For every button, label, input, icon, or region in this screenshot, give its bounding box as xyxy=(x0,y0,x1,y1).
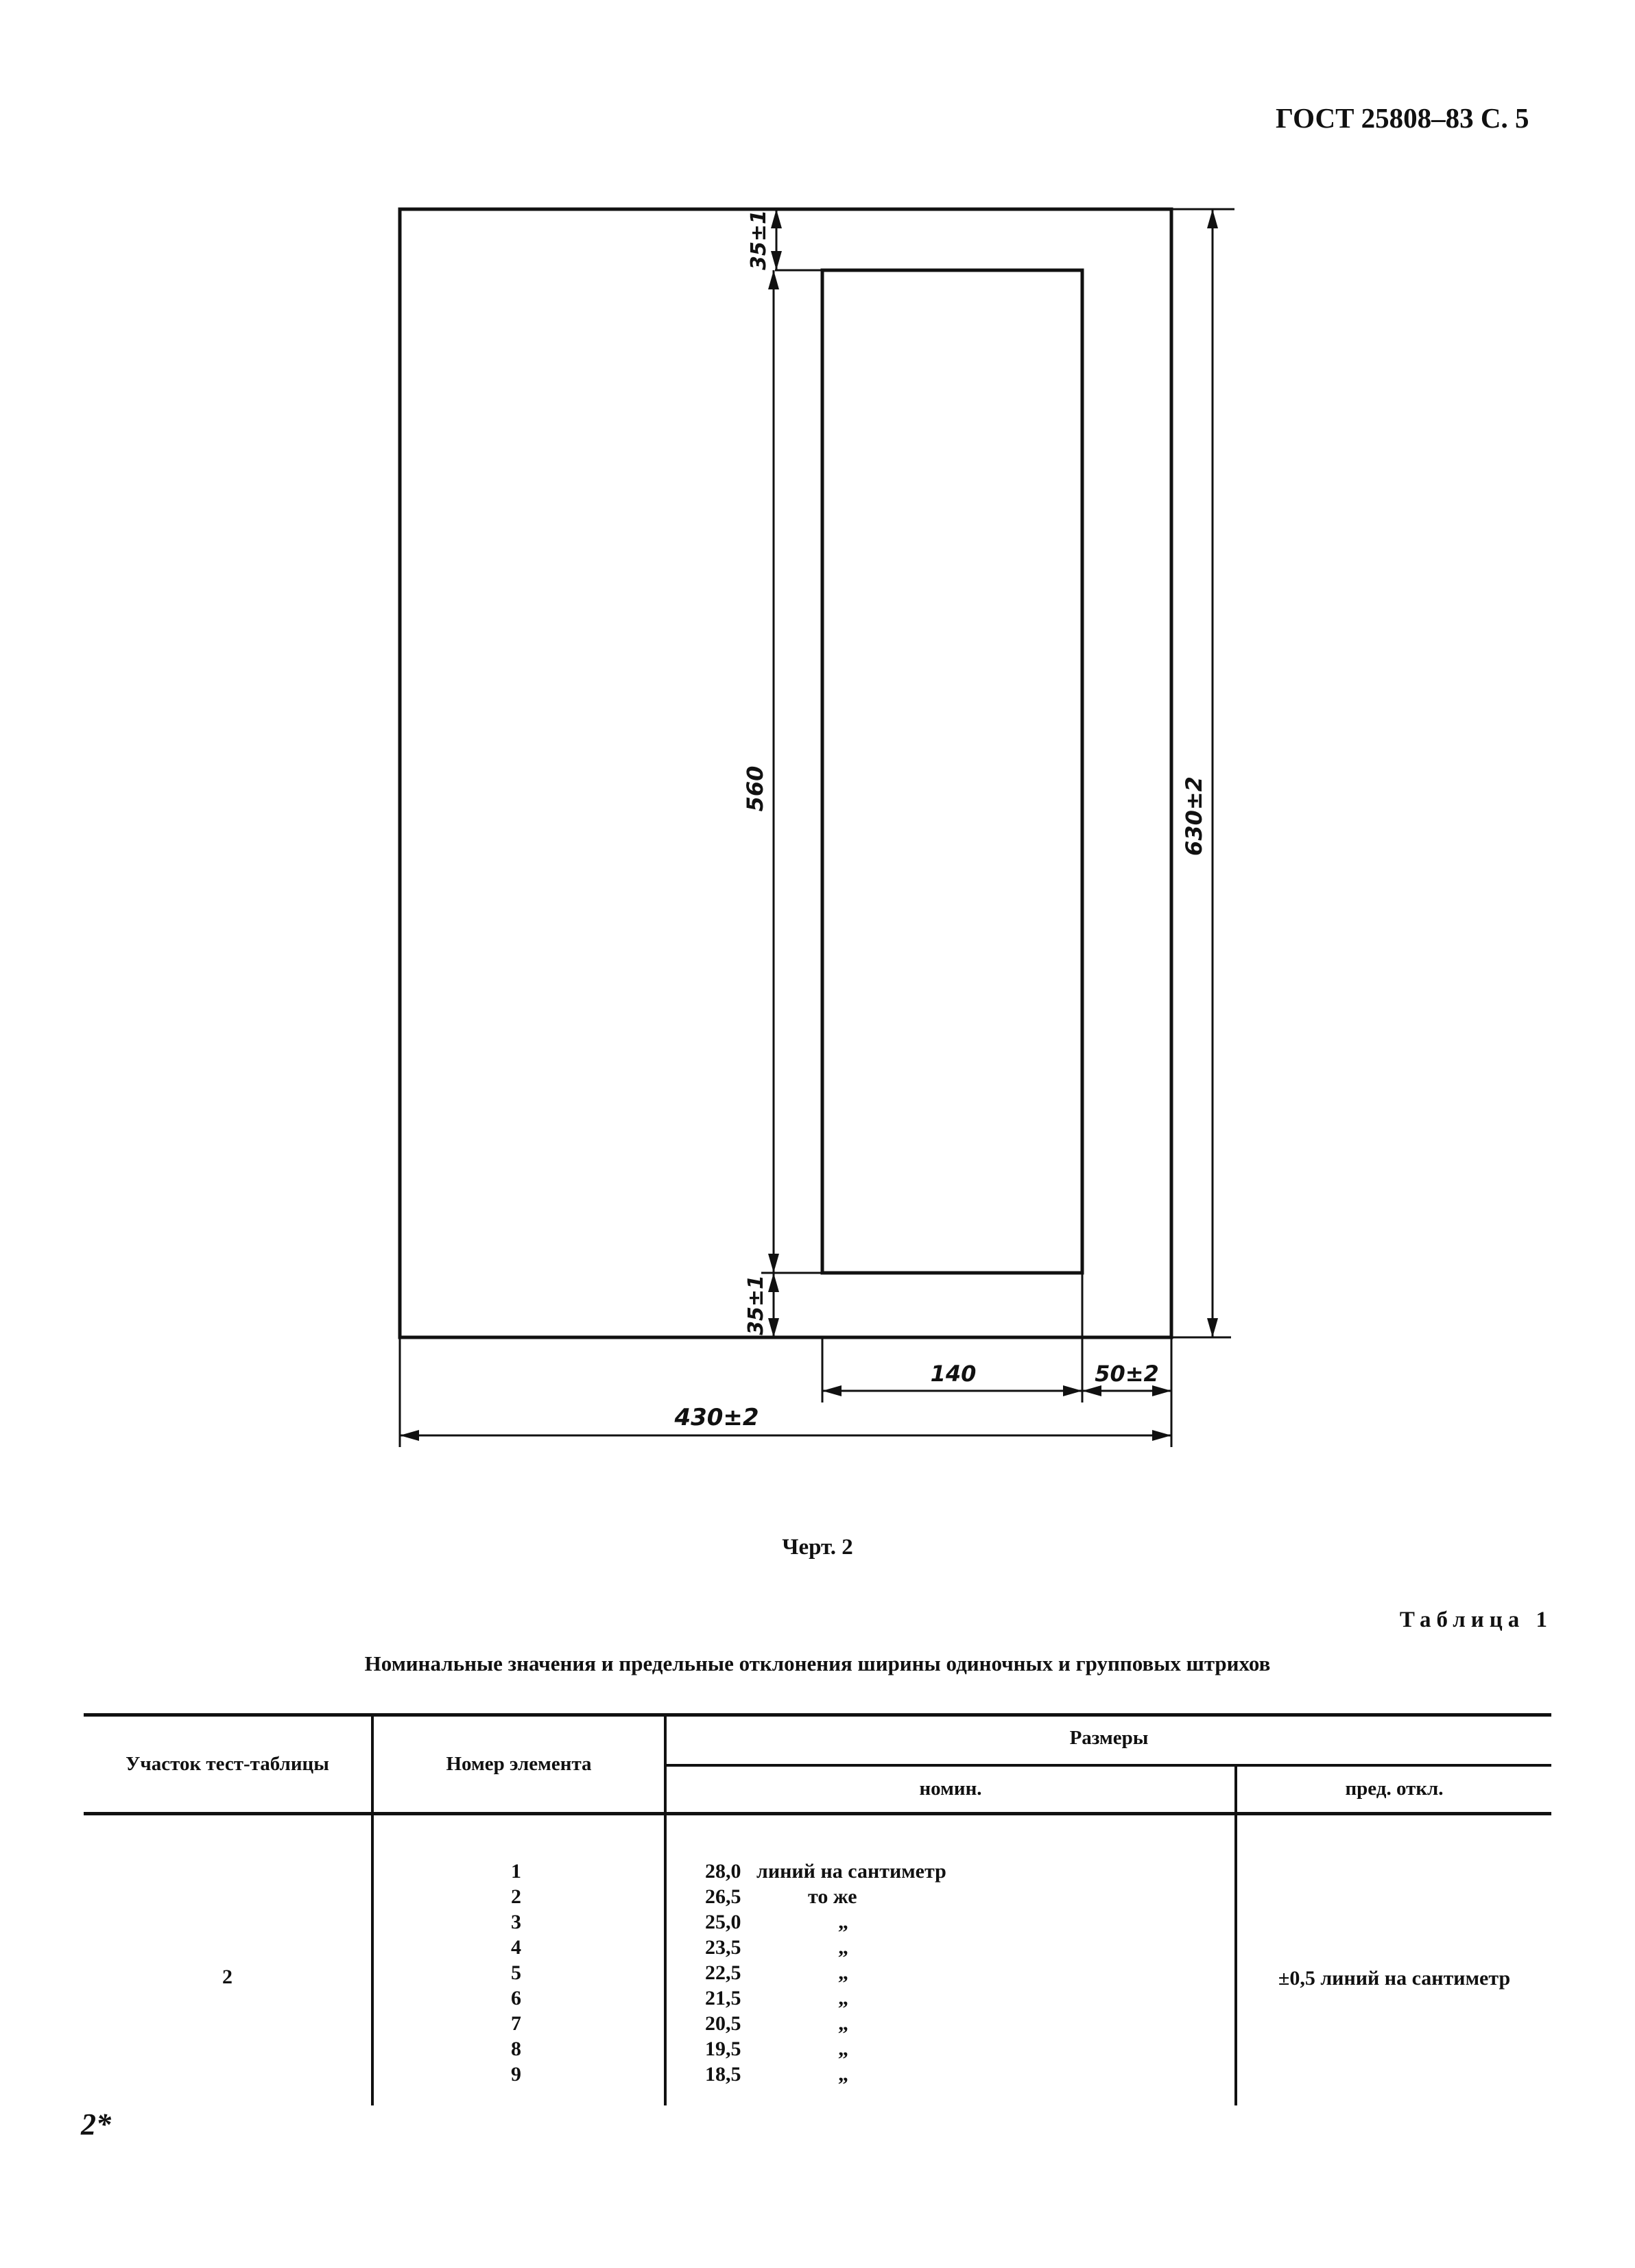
row-value: 26,5 xyxy=(705,1885,741,1908)
row-num: 4 xyxy=(511,1936,521,1959)
footer-mark: 2* xyxy=(81,2108,111,2141)
row-unit: „ xyxy=(838,1961,848,1984)
dim-inner-width-label: 140 xyxy=(930,1361,977,1387)
row-value: 18,5 xyxy=(705,2063,741,2086)
table-sub-rule xyxy=(665,1764,1551,1767)
row-unit: „ xyxy=(838,2038,848,2060)
header-tolerance: пред. откл. xyxy=(1345,1778,1444,1800)
dim-top-gap-label: 35±1 xyxy=(747,210,771,270)
row-value: 21,5 xyxy=(705,1987,741,2009)
inner-window xyxy=(822,270,1082,1273)
cell-section-value: 2 xyxy=(222,1966,232,1988)
row-value: 23,5 xyxy=(705,1936,741,1959)
row-num: 8 xyxy=(511,2038,521,2060)
row-unit: линий на сантиметр xyxy=(756,1860,946,1883)
row-unit: „ xyxy=(838,1911,848,1933)
table-label: Таблица 1 xyxy=(1399,1608,1553,1632)
outer-frame xyxy=(400,209,1171,1337)
table-col-rule-3 xyxy=(1234,1765,1237,2105)
table-col-rule-2 xyxy=(664,1713,667,2105)
row-value: 19,5 xyxy=(705,2038,741,2060)
row-value: 28,0 xyxy=(705,1860,741,1883)
cell-tolerance-value: ±0,5 линий на сантиметр xyxy=(1278,1967,1511,1990)
header-sizes: Размеры xyxy=(1069,1727,1149,1749)
row-num: 7 xyxy=(511,2012,521,2035)
row-num: 1 xyxy=(511,1860,521,1883)
row-num: 5 xyxy=(511,1961,521,1984)
row-unit: то же xyxy=(808,1885,857,1908)
table-title: Номинальные значения и предельные отклонения ширины одиночных и групповых штрихов xyxy=(364,1651,1271,1675)
dim-bottom-gap-label: 35±1 xyxy=(744,1275,768,1335)
row-num: 9 xyxy=(511,2063,521,2086)
dim-outer-width-label: 430±2 xyxy=(674,1404,759,1431)
row-num: 6 xyxy=(511,1987,521,2009)
row-value: 25,0 xyxy=(705,1911,741,1933)
row-unit: „ xyxy=(838,2063,848,2086)
page-header: ГОСТ 25808–83 С. 5 xyxy=(1276,102,1529,134)
row-unit: „ xyxy=(838,2012,848,2035)
row-value: 22,5 xyxy=(705,1961,741,1984)
row-num: 2 xyxy=(511,1885,521,1908)
dim-outer-height-label: 630±2 xyxy=(1181,776,1207,856)
dim-right-gap-label: 50±2 xyxy=(1095,1361,1159,1387)
header-section: Участок тест-таблицы xyxy=(126,1753,329,1775)
row-unit: „ xyxy=(838,1987,848,2009)
row-unit: „ xyxy=(838,1936,848,1959)
header-nominal: номин. xyxy=(919,1778,982,1800)
dim-inner-height-label: 560 xyxy=(742,765,768,812)
table-top-rule xyxy=(84,1713,1551,1717)
row-num: 3 xyxy=(511,1911,521,1933)
table-header-rule xyxy=(84,1812,1551,1815)
row-value: 20,5 xyxy=(705,2012,741,2035)
drawing-caption: Черт. 2 xyxy=(782,1535,853,1560)
header-element: Номер элемента xyxy=(446,1753,592,1775)
